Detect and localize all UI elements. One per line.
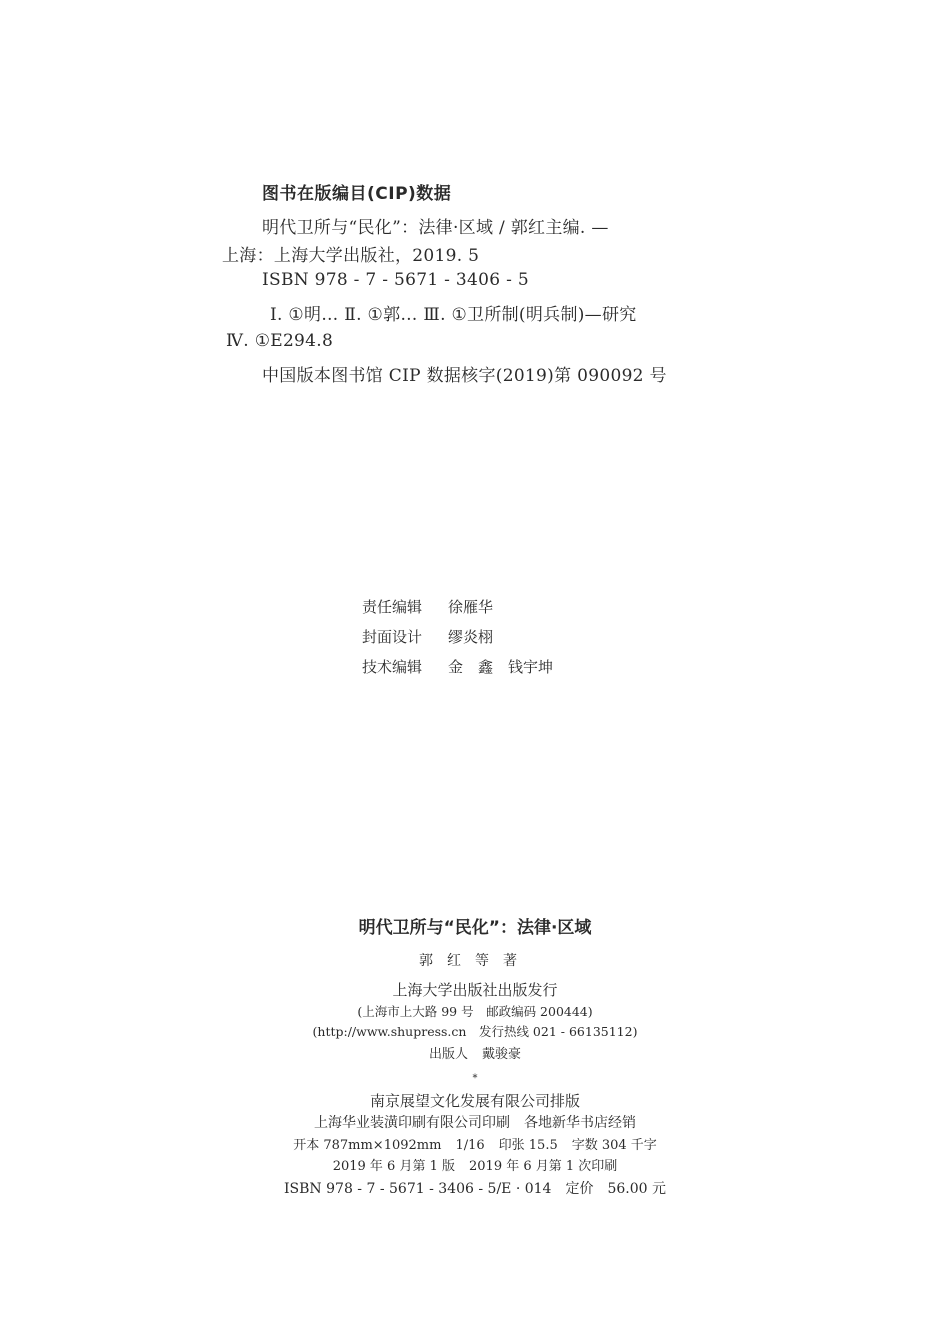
price-value: 56.00 元 [607, 1181, 666, 1197]
colophon-isbn: ISBN 978 - 7 - 5671 - 3406 - 5/E · 014 [284, 1181, 552, 1197]
colophon-typesetter: 南京展望文化发展有限公司排版 [369, 1092, 580, 1110]
colophon-address: (上海市上大路 99 号 邮政编码 200444) [357, 1004, 593, 1019]
publisher-person-label: 出版人 [428, 1047, 468, 1062]
price-label: 定价 [565, 1181, 594, 1197]
editor-names: 缪炎栩 [448, 628, 494, 646]
printing-date: 2019 年 6 月第 1 次印刷 [469, 1159, 618, 1174]
colophon-printer: 上海华业装潢印刷有限公司印刷 [314, 1115, 510, 1131]
colophon-book-title: 明代卫所与“民化”：法律·区域 [358, 918, 592, 938]
editor-row-cover-design [362, 630, 493, 645]
colophon-distributor: 各地新华书店经销 [524, 1115, 636, 1131]
spec-format: 开本 787mm×1092mm [293, 1138, 442, 1153]
spec-fold: 1/16 [455, 1138, 485, 1153]
colophon-separator-star: * [472, 1073, 478, 1084]
edition-date: 2019 年 6 月第 1 版 [332, 1159, 455, 1174]
cip-classification-line: Ⅳ. ①E294.8 [226, 331, 334, 351]
cip-heading: 图书在版编目(CIP)数据 [262, 184, 452, 204]
editor-names: 金 鑫 钱宇坤 [448, 658, 554, 676]
cip-subject-line: Ⅰ. ①明… Ⅱ. ①郭… Ⅲ. ①卫所制(明兵制)—研究 [270, 305, 637, 325]
editor-row-technical [362, 660, 553, 675]
colophon-edition [0, 1160, 950, 1173]
editor-names: 徐雁华 [448, 598, 494, 616]
cip-record-number-line: 中国版本图书馆 CIP 数据核字(2019)第 090092 号 [262, 366, 667, 386]
editor-role: 封面设计 [362, 628, 423, 646]
colophon-publisher-person [0, 1048, 950, 1061]
cip-title-line: 明代卫所与“民化”：法律·区域 / 郭红主编. — [262, 218, 609, 238]
spec-sheets: 印张 15.5 [498, 1138, 558, 1153]
cip-publisher-line: 上海：上海大学出版社，2019. 5 [222, 246, 480, 266]
editor-row-responsible [362, 600, 493, 615]
colophon-specs [0, 1139, 950, 1152]
spec-words: 字数 304 千字 [571, 1138, 657, 1153]
editor-role: 技术编辑 [362, 658, 423, 676]
colophon-isbn-price [0, 1182, 950, 1196]
colophon-printer-distributor [0, 1116, 950, 1130]
colophon-publisher: 上海大学出版社出版发行 [392, 981, 558, 999]
editor-role: 责任编辑 [362, 598, 423, 616]
publisher-person-name: 戴骏豪 [482, 1047, 522, 1062]
colophon-author: 郭红等著 [419, 953, 531, 969]
cip-isbn-line: ISBN 978 - 7 - 5671 - 3406 - 5 [262, 270, 529, 290]
colophon-website-hotline: (http://www.shupress.cn 发行热线 021 - 66135112) [312, 1024, 638, 1039]
